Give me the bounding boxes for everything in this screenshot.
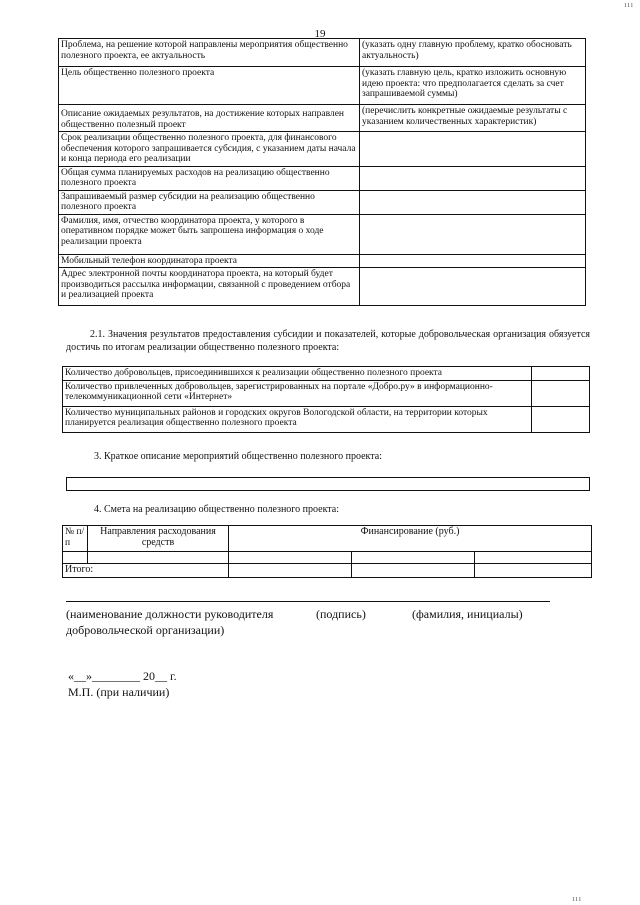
table-row — [59, 254, 586, 268]
signature-sign-caption: (подпись) — [316, 607, 366, 621]
col-num-header: № п/п — [63, 526, 88, 552]
corner-mark-top: ııı — [624, 0, 634, 9]
budget-header-row — [63, 526, 592, 552]
budget-total-row — [63, 564, 592, 578]
budget-cell[interactable] — [475, 552, 592, 564]
row-label: Описание ожидаемых результатов, на достижение которых направлен общественно полезный проект — [59, 105, 360, 132]
budget-cell[interactable] — [229, 564, 352, 578]
col-direction-header: Направления расходования средств — [88, 526, 229, 552]
table-row — [59, 166, 586, 190]
project-info-table — [58, 38, 586, 306]
row-label: Фамилия, имя, отчество координатора проекта, у которого в оперативном порядке может быть запрошена информация о ходе реализации проекта — [59, 214, 360, 254]
total-label: Итого: — [63, 564, 229, 578]
section-3-heading: 3. Краткое описание мероприятий общественно полезного проекта: — [94, 451, 382, 462]
results-table — [62, 366, 590, 433]
page-number: 19 — [314, 28, 326, 40]
row-label: Общая сумма планируемых расходов на реализацию общественно полезного проекта — [59, 166, 360, 190]
table-row — [63, 380, 590, 406]
budget-cell[interactable] — [63, 552, 88, 564]
row-value[interactable] — [360, 166, 586, 190]
budget-cell[interactable] — [352, 564, 475, 578]
row-hint[interactable]: (указать одну главную проблему, кратко обосновать актуальность) — [360, 39, 586, 67]
row-value[interactable] — [360, 214, 586, 254]
row-label: Срок реализации общественно полезного проекта, для финансового обеспечения которого запрашивается субсидия, с указанием даты начала и конца периода его реализации — [59, 132, 360, 167]
table-row — [59, 132, 586, 167]
signature-name-caption: (фамилия, инициалы) — [412, 607, 523, 621]
row-label: Проблема, на решение которой направлены мероприятия общественно полезного проекта, ее актуальность — [59, 39, 360, 67]
budget-table — [62, 525, 592, 578]
indicator-value[interactable] — [532, 406, 590, 432]
row-label: Адрес электронной почты координатора проекта, на который будет производиться рассылка информации, связанной с проведением отбора и реализацией проекта — [59, 268, 360, 306]
table-row — [59, 214, 586, 254]
signature-date: «__»________ 20__ г. — [68, 669, 177, 683]
row-hint[interactable]: (указать главную цель, кратко изложить основную идею проекта: что предполагается сделать за счет запрашиваемой суммы) — [360, 67, 586, 105]
budget-cell[interactable] — [88, 552, 229, 564]
table-row — [63, 552, 592, 564]
indicator-value[interactable] — [532, 367, 590, 381]
col-financing-header: Финансирование (руб.) — [229, 526, 592, 552]
section-4-heading: 4. Смета на реализацию общественно полезного проекта: — [94, 504, 340, 515]
row-label: Мобильный телефон координатора проекта — [59, 254, 360, 268]
table-row — [59, 39, 586, 67]
signature-line — [66, 601, 550, 602]
row-value[interactable] — [360, 268, 586, 306]
table-row — [63, 367, 590, 381]
indicator-label: Количество добровольцев, присоединившихся к реализации общественно полезного проекта — [63, 367, 532, 381]
indicator-value[interactable] — [532, 380, 590, 406]
budget-cell[interactable] — [352, 552, 475, 564]
row-value[interactable] — [360, 132, 586, 167]
indicator-label: Количество муниципальных районов и городских округов Вологодской области, на территории которых планируется реализация общественно полезного проекта — [63, 406, 532, 432]
table-row — [59, 67, 586, 105]
budget-cell[interactable] — [229, 552, 352, 564]
table-row — [59, 190, 586, 214]
row-value[interactable] — [360, 190, 586, 214]
corner-mark-bottom: ııı — [572, 894, 582, 903]
signature-position-caption: (наименование должности руководителя добровольческой организации) — [66, 607, 274, 637]
table-row — [59, 268, 586, 306]
activities-description-table — [66, 477, 590, 491]
table-row — [67, 478, 590, 491]
section-2-1-heading: 2.1. Значения результатов предоставления субсидии и показателей, которые добровольческая организация обязуется достичь по итогам реализации общественно полезного проекта: — [66, 329, 590, 353]
row-label: Запрашиваемый размер субсидии на реализацию общественно полезного проекта — [59, 190, 360, 214]
row-label: Цель общественно полезного проекта — [59, 67, 360, 105]
stamp-caption: М.П. (при наличии) — [68, 685, 170, 699]
row-value[interactable] — [360, 254, 586, 268]
table-row — [59, 105, 586, 132]
budget-cell[interactable] — [475, 564, 592, 578]
row-hint[interactable]: (перечислить конкретные ожидаемые результаты с указанием количественных характеристик) — [360, 105, 586, 132]
indicator-label: Количество привлеченных добровольцев, зарегистрированных на портале «Добро.ру» в информационно-телекоммуникационной сети «Интернет» — [63, 380, 532, 406]
table-row — [63, 406, 590, 432]
activities-description-field[interactable] — [67, 478, 590, 491]
